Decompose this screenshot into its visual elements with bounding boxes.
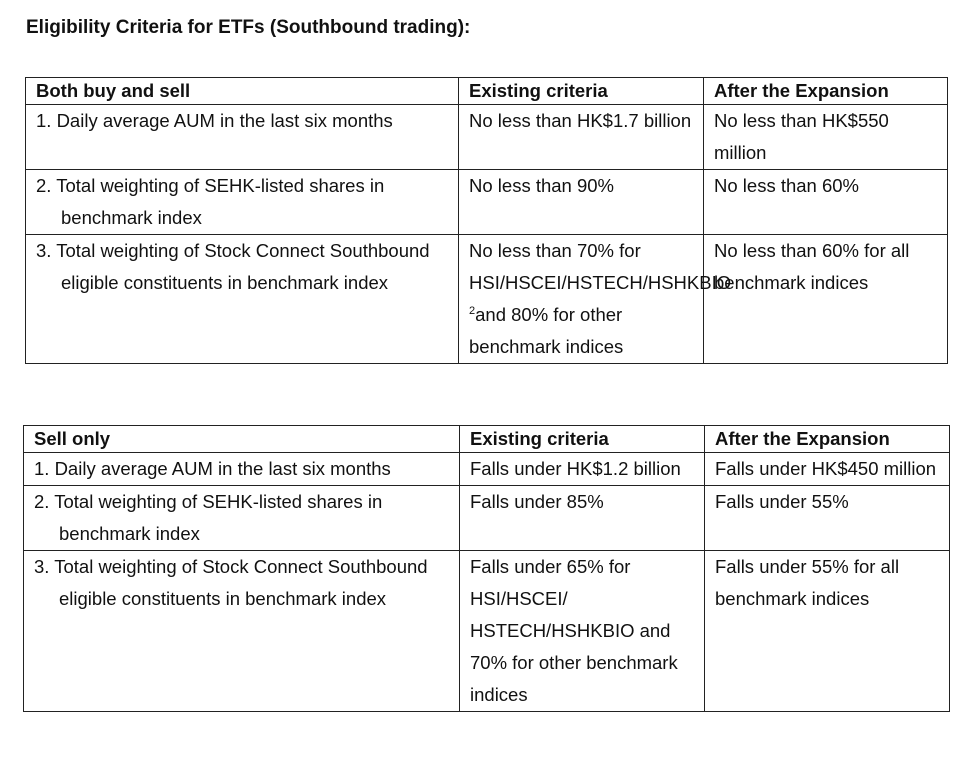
table-row: [24, 551, 950, 712]
existing-cell: Falls under 85%: [460, 486, 705, 551]
page-title: Eligibility Criteria for ETFs (Southbound trading):: [26, 17, 471, 38]
table-header-row: [24, 426, 950, 453]
criterion-cell: [24, 551, 460, 712]
criterion-cell: [26, 170, 459, 235]
column-header-category: Both buy and sell: [26, 78, 459, 105]
existing-cell: Falls under 65% for HSI/HSCEI/ HSTECH/HSHKBIO and 70% for other benchmark indices: [460, 551, 705, 712]
criterion-text: 3. Total weighting of Stock Connect Southbound eligible constituents in benchmark index: [36, 240, 430, 293]
column-header-existing: Existing criteria: [460, 426, 705, 453]
existing-cell: No less than HK$1.7 billion: [459, 105, 704, 170]
criterion-cell: [24, 486, 460, 551]
table-row: [26, 105, 948, 170]
criterion-text: 2. Total weighting of SEHK-listed shares in benchmark index: [36, 175, 385, 228]
footnote-marker: 2: [469, 304, 476, 317]
existing-cell: No less than 90%: [459, 170, 704, 235]
criterion-text: 3. Total weighting of Stock Connect Southbound eligible constituents in benchmark index: [34, 556, 428, 609]
existing-cell: [459, 235, 732, 364]
table-row: [26, 170, 948, 235]
existing-text-part1: No less than 70% for HSI/HSCEI/HSTECH/HSHKBIO: [469, 240, 732, 293]
after-cell: Falls under 55% for all benchmark indices: [705, 551, 950, 712]
column-header-after: After the Expansion: [705, 426, 950, 453]
criterion-text: 1. Daily average AUM in the last six months: [34, 458, 391, 479]
column-header-category: Sell only: [24, 426, 460, 453]
existing-cell: Falls under HK$1.2 billion: [460, 453, 705, 486]
sell-only-criteria-table: [23, 425, 950, 712]
column-header-after: After the Expansion: [704, 78, 948, 105]
after-cell: Falls under 55%: [705, 486, 950, 551]
existing-text-part2: and 80% for other benchmark indices: [469, 304, 624, 357]
after-cell: Falls under HK$450 million: [705, 453, 950, 486]
column-header-existing: Existing criteria: [459, 78, 704, 105]
table-row: [24, 453, 950, 486]
criterion-text: 1. Daily average AUM in the last six months: [36, 110, 393, 131]
after-cell: No less than 60% for all benchmark indices: [704, 235, 948, 364]
table-header-row: [26, 78, 948, 105]
criterion-cell: [26, 235, 459, 364]
criterion-text: 2. Total weighting of SEHK-listed shares in benchmark index: [34, 491, 383, 544]
buy-and-sell-criteria-table: [25, 77, 948, 364]
after-cell: No less than 60%: [704, 170, 948, 235]
table-row: [26, 235, 948, 364]
after-cell: No less than HK$550 million: [704, 105, 948, 170]
criterion-cell: [26, 105, 459, 170]
table-row: [24, 486, 950, 551]
criterion-cell: [24, 453, 460, 486]
